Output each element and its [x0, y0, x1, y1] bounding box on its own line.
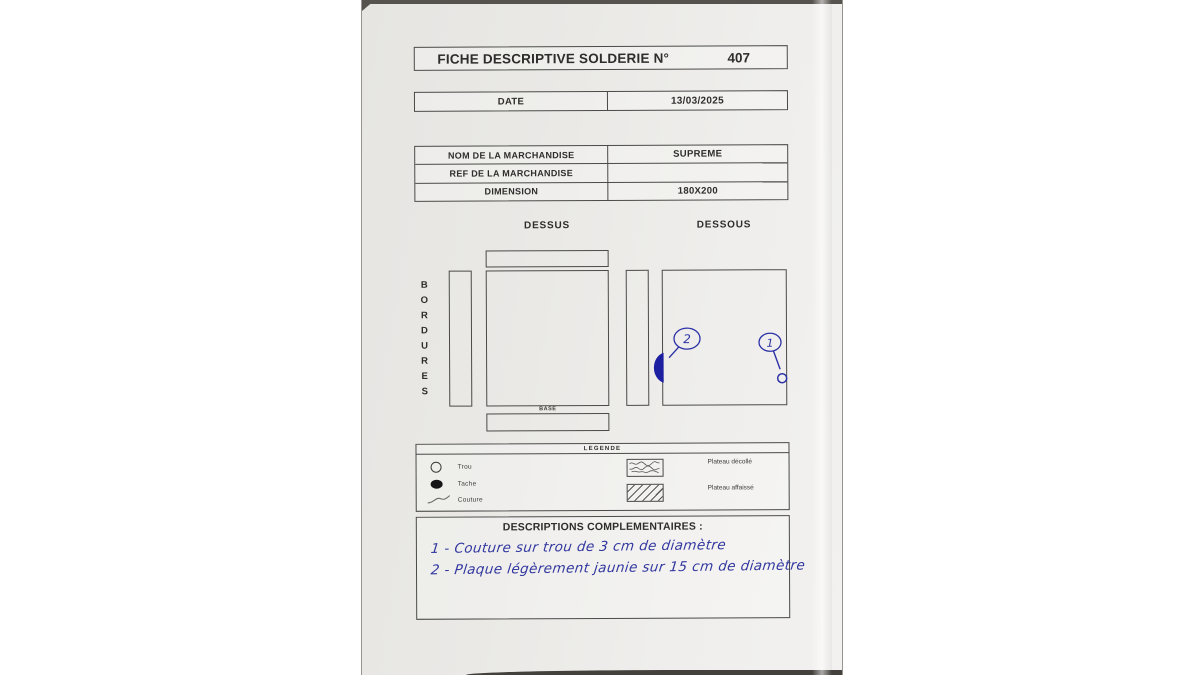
annotation-2-number: 2 — [683, 332, 691, 347]
handwritten-description-2: 2 - Plaque légèrement jaunie sur 15 cm de diamètre — [429, 557, 807, 579]
dimension-label: DIMENSION — [415, 183, 608, 201]
dessus-panel — [486, 270, 610, 407]
base-caption: BASE — [539, 406, 557, 413]
table-row — [415, 145, 787, 165]
annotation-1-pointer-line — [774, 351, 781, 369]
squiggle-fill-icon — [627, 459, 664, 477]
legend-title: LEGENDE — [416, 443, 788, 455]
date-value: 13/03/2025 — [670, 94, 725, 107]
dessus-top-border-panel — [486, 250, 609, 268]
product-ref-label: REF DE LA MARCHANDISE — [415, 164, 608, 182]
photo-top-background-strip — [362, 0, 842, 4]
bordures-caption: BORDURES — [418, 279, 431, 402]
form-title: FICHE DESCRIPTIVE SOLDERIE N° — [437, 50, 670, 67]
trou-hole-mark — [778, 374, 787, 383]
product-table — [414, 144, 788, 202]
tache-stain-mark — [654, 353, 664, 383]
photographed-form — [361, 0, 843, 675]
legend-item-plateau-decolle: Plateau décollé — [707, 458, 753, 466]
photo-corner-background — [362, 0, 375, 11]
date-row — [414, 90, 788, 112]
descriptions-title: DESCRIPTIONS COMPLEMENTAIRES : — [502, 520, 703, 534]
product-ref-value — [608, 164, 787, 182]
handwritten-description-1: 1 - Couture sur trou de 3 cm de diamètre — [429, 537, 727, 558]
open-circle-icon — [431, 462, 442, 473]
dessus-caption: DESSUS — [524, 219, 571, 231]
filled-circle-icon — [431, 480, 443, 489]
handwritten-annotations — [642, 324, 797, 395]
descriptions-box — [416, 515, 807, 620]
annotation-2-pointer-line — [669, 347, 679, 358]
form-number: 407 — [727, 49, 751, 65]
paper-crease-highlight — [812, 0, 832, 675]
diagonal-hatch-icon — [627, 484, 664, 502]
dimension-value: 180X200 — [677, 185, 718, 197]
form-title-box — [414, 45, 788, 71]
legend-item-plateau-affaisse: Plateau affaissé — [707, 484, 754, 492]
legend-item-tache: Tache — [457, 480, 477, 488]
photo-bottom-background-strip — [466, 670, 842, 675]
legend-item-trou: Trou — [457, 463, 472, 471]
table-row — [415, 182, 787, 201]
dessous-caption: DESSOUS — [696, 218, 752, 231]
annotation-1-number: 1 — [766, 336, 774, 350]
legend-box — [415, 442, 789, 512]
table-row — [415, 164, 787, 184]
paper-sheet — [361, 0, 843, 675]
dessus-base-border-panel — [486, 413, 609, 432]
wavy-line-icon — [427, 495, 451, 505]
date-label: DATE — [415, 92, 608, 111]
legend-item-couture: Couture — [457, 496, 483, 504]
dessus-side-border-panel — [449, 271, 473, 407]
product-name-value: SUPREME — [673, 148, 723, 160]
product-name-label: NOM DE LA MARCHANDISE — [415, 146, 608, 164]
